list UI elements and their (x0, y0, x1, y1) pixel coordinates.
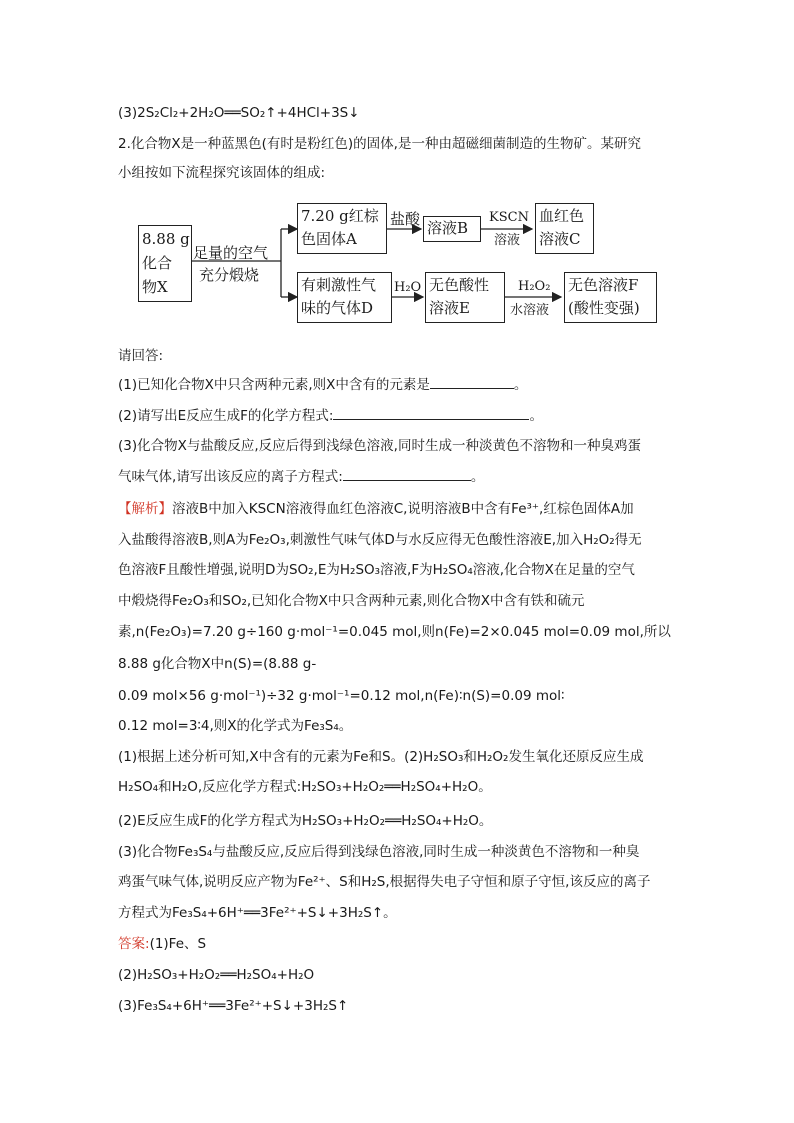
question-2 (118, 405, 543, 426)
box-c-line-2: 溶液C (539, 230, 581, 248)
answer-blank-1[interactable] (430, 374, 514, 389)
analysis-line-13: 鸡蛋气味气体,说明反应产物为Fe²⁺、S和H₂S,根据得失电子守恒和原子守恒,该反应的离子 (118, 874, 651, 890)
reagent-h2o2: H₂O₂ (518, 279, 551, 294)
question-1-text: (1)已知化合物X中只含两种元素,则X中含有的元素是 (118, 377, 430, 393)
question-3-period: 。 (470, 469, 485, 485)
analysis-line-8: 0.12 mol=3∶4,则X的化学式为Fe₃S₄。 (118, 718, 353, 734)
box-f-line-1: 无色溶液F (568, 276, 639, 294)
analysis-line-14: 方程式为Fe₃S₄+6H⁺══3Fe²⁺+S↓+3H₂S↑。 (118, 905, 397, 921)
analysis-line-1-text: 溶液B中加入KSCN溶液得血红色溶液C,说明溶液B中含有Fe³⁺,红棕色固体A加 (172, 501, 634, 517)
box-solution-e (425, 272, 505, 323)
analysis-line-1 (118, 499, 634, 519)
box-a-line-2: 色固体A (301, 230, 357, 248)
question-line-1: 2.化合物X是一种蓝黑色(有时是粉红色)的固体,是一种由超磁细菌制造的生物矿。某研究 (118, 136, 641, 152)
prompt-text: 请回答: (118, 348, 164, 364)
answer-blank-3[interactable] (343, 466, 471, 481)
box-e-line-2: 溶液E (429, 299, 470, 317)
analysis-line-12: (3)化合物Fe₃S₄与盐酸反应,反应后得到浅绿色溶液,同时生成一种淡黄色不溶物和一种臭 (118, 844, 640, 860)
reagent-kscn: KSCN (489, 210, 529, 225)
answer-blank-2[interactable] (333, 405, 529, 420)
analysis-line-4: 中煅烧得Fe₂O₃和SO₂,已知化合物X中只含两种元素,则化合物X中含有铁和硫元 (118, 593, 585, 609)
answer-line-3: (3)Fe₃S₄+6H⁺══3Fe²⁺+S↓+3H₂S↑ (118, 998, 349, 1014)
answer-1: (1)Fe、S (149, 936, 207, 952)
analysis-tag: 【解析】 (118, 501, 172, 517)
box-solution-f (564, 272, 657, 323)
box-d-line-2: 味的气体D (301, 299, 374, 317)
analysis-line-6: 8.88 g化合物X中n(S)=(8.88 g- (118, 656, 317, 672)
question-3-line-1: (3)化合物X与盐酸反应,反应后得到浅绿色溶液,同时生成一种淡黄色不溶物和一种臭鸡蛋 (118, 438, 641, 454)
reagent-h2o2-aqueous: 水溶液 (510, 303, 550, 318)
analysis-line-2: 入盐酸得溶液B,则A为Fe₂O₃,刺激性气味气体D与水反应得无色酸性溶液E,加入H₂O₂得无 (118, 532, 642, 548)
question-3-text: 气味气体,请写出该反应的离子方程式: (118, 469, 343, 485)
analysis-line-9: (1)根据上述分析可知,X中含有的元素为Fe和S。(2)H₂SO₃和H₂O₂发生氧化还原反应生成 (118, 749, 644, 765)
analysis-line-5: 素,n(Fe₂O₃)=7.20 g÷160 g·mol⁻¹=0.045 mol,则n(Fe)=2×0.045 mol=0.09 mol,所以 (118, 624, 671, 640)
answer-line-1 (118, 934, 206, 954)
box-x-mass: 8.88 g (142, 230, 190, 248)
box-x-label-2: 物X (142, 278, 168, 296)
box-x-label-1: 化合 (142, 254, 173, 272)
box-d-line-1: 有刺激性气 (301, 276, 377, 294)
analysis-line-10: H₂SO₄和H₂O,反应化学方程式:H₂SO₃+H₂O₂══H₂SO₄+H₂O。 (118, 779, 492, 795)
question-1-period: 。 (513, 377, 528, 393)
answer-tag: 答案: (118, 936, 150, 952)
question-2-text: (2)请写出E反应生成F的化学方程式: (118, 408, 334, 424)
analysis-line-11: (2)E反应生成F的化学方程式为H₂SO₃+H₂O₂══H₂SO₄+H₂O。 (118, 813, 493, 829)
box-f-line-2: (酸性变强) (568, 299, 640, 317)
reagent-water: H₂O (394, 280, 422, 295)
condition-air: 足量的空气 (193, 244, 269, 262)
box-gas-d (297, 272, 392, 323)
box-solution-b: 溶液B (423, 216, 481, 242)
question-2-period: 。 (529, 408, 543, 424)
box-e-line-1: 无色酸性 (429, 276, 490, 294)
box-solution-c (535, 203, 594, 254)
box-compound-x (138, 225, 192, 302)
reagent-hcl: 盐酸 (390, 210, 421, 228)
question-1 (118, 374, 527, 395)
condition-calcine: 充分煅烧 (199, 266, 260, 284)
box-solid-a (297, 203, 387, 254)
answer-line-2: (2)H₂SO₃+H₂O₂══H₂SO₄+H₂O (118, 967, 315, 983)
box-a-line-1: 7.20 g红棕 (301, 207, 379, 225)
analysis-line-7: 0.09 mol×56 g·mol⁻¹)÷32 g·mol⁻¹=0.12 mol,n(Fe)∶n(S)=0.09 mol∶ (118, 688, 565, 704)
question-line-2: 小组按如下流程探究该固体的组成: (118, 165, 326, 181)
analysis-line-3: 色溶液F且酸性增强,说明D为SO₂,E为H₂SO₃溶液,F为H₂SO₄溶液,化合物X在足量的空气 (118, 562, 635, 578)
box-c-line-1: 血红色 (539, 207, 585, 225)
reagent-kscn-solution: 溶液 (494, 233, 521, 248)
question-3-line-2 (118, 466, 484, 487)
previous-answer-line: (3)2S₂Cl₂+2H₂O══SO₂↑+4HCl+3S↓ (118, 105, 360, 121)
